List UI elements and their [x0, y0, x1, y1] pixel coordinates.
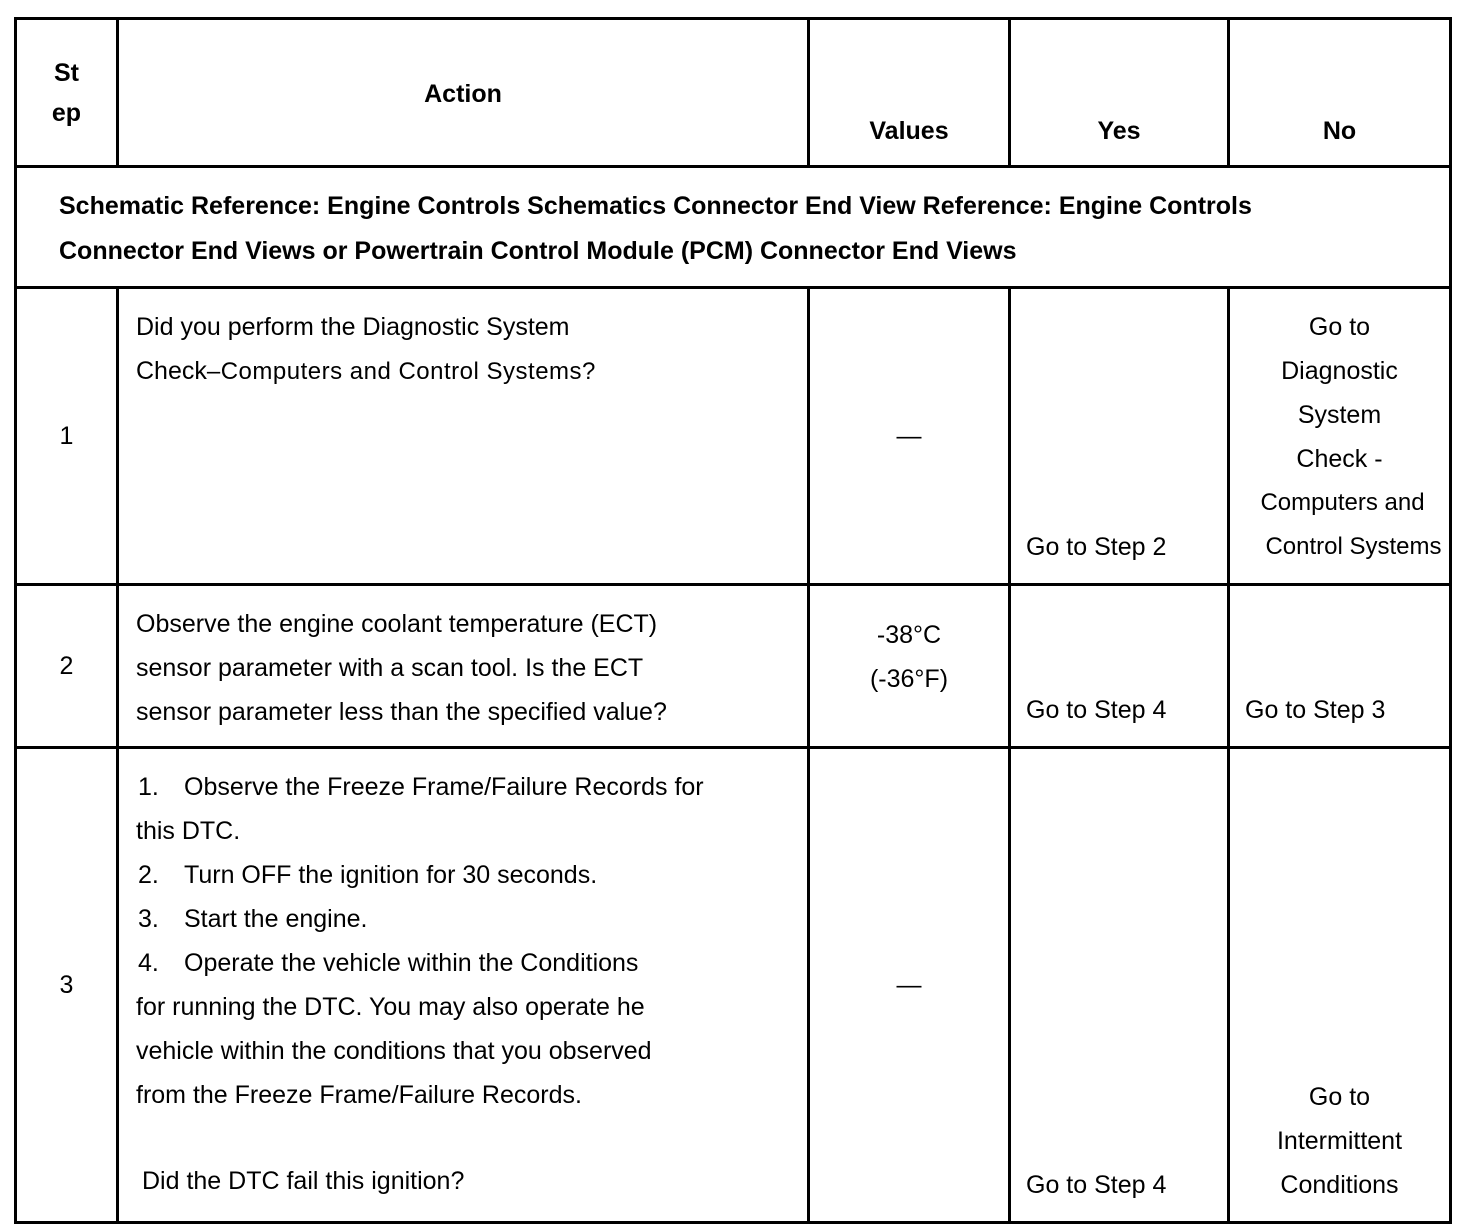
step-number: 2 [16, 585, 118, 748]
table-row [16, 748, 1451, 1223]
item-number: 1. [138, 773, 159, 801]
header-step-line2: ep [51, 98, 82, 127]
header-values: Values [809, 19, 1010, 167]
schematic-reference [16, 167, 1451, 288]
no-line: Conditions [1280, 1171, 1399, 1199]
action-line: Observe the engine coolant temperature (ECT) [136, 610, 658, 638]
no-line: Go to [1308, 1083, 1371, 1111]
action-line [136, 349, 797, 394]
step-number: 3 [16, 748, 118, 1223]
item-text: Start the engine. [184, 905, 368, 933]
action-cell [118, 748, 809, 1223]
action-line: sensor parameter less than the specified value? [136, 698, 667, 726]
item-text: Turn OFF the ignition for 30 seconds. [184, 861, 598, 889]
header-row [16, 19, 1451, 167]
action-line: sensor parameter with a scan tool. Is the ECT [136, 654, 644, 682]
value-fahrenheit: (-36°F) [869, 665, 949, 693]
item-text-cont: vehicle within the conditions that you observed [136, 1037, 652, 1065]
item-text-cont: for running the DTC. You may also operate he [136, 993, 645, 1021]
no-line: Intermittent [1276, 1127, 1403, 1155]
item-number: 3. [138, 905, 159, 933]
no-link[interactable]: Go to Step 3 [1229, 585, 1451, 748]
no-line: Check - [1296, 445, 1383, 473]
no-line: System [1297, 401, 1382, 429]
action-text: Check [136, 357, 207, 385]
values-cell: — [809, 288, 1010, 585]
header-step [16, 19, 118, 167]
item-number: 2. [138, 861, 159, 889]
schematic-line2: Connector End Views or Powertrain Control Module (PCM) Connector End Views [59, 237, 1017, 265]
values-cell [809, 585, 1010, 748]
step-number: 1 [16, 288, 118, 585]
header-no: No [1229, 19, 1451, 167]
table-row [16, 288, 1451, 585]
no-line: Control Systems [1265, 533, 1442, 560]
no-line: Go to [1308, 313, 1371, 341]
yes-link[interactable]: Go to Step 4 [1010, 748, 1229, 1223]
spacer [136, 1117, 797, 1159]
instruction-list [136, 765, 797, 1117]
question-text: Did the DTC fail this ignition? [142, 1167, 465, 1195]
item-number: 4. [138, 949, 159, 977]
action-line: Did you perform the Diagnostic System [136, 313, 570, 341]
no-line: Diagnostic [1281, 357, 1398, 385]
diagnostic-table [14, 17, 1452, 1224]
table-row [16, 585, 1451, 748]
no-link[interactable] [1229, 288, 1451, 585]
list-item [136, 853, 797, 897]
item-text: Operate the vehicle within the Conditions [184, 949, 639, 977]
header-step-line1: St [54, 58, 79, 87]
item-text-cont: from the Freeze Frame/Failure Records. [136, 1081, 582, 1109]
schematic-line1: Schematic Reference: Engine Controls Schematics Connector End View Reference: Engine Controls [59, 192, 1252, 220]
schematic-row [16, 167, 1451, 288]
header-yes: Yes [1010, 19, 1229, 167]
action-cell [118, 288, 809, 585]
value-celsius: -38°C [876, 621, 942, 649]
action-cell [118, 585, 809, 748]
link-computers-control-systems[interactable]: –Computers and Control Systems? [206, 358, 596, 385]
item-text: Observe the Freeze Frame/Failure Records for [184, 773, 704, 801]
yes-link[interactable]: Go to Step 4 [1010, 585, 1229, 748]
no-link[interactable] [1229, 748, 1451, 1223]
values-cell: — [809, 748, 1010, 1223]
yes-link[interactable]: Go to Step 2 [1010, 288, 1229, 585]
item-text-cont: this DTC. [136, 817, 241, 845]
no-line: Computers and [1260, 489, 1425, 516]
list-item [136, 941, 797, 1117]
header-action: Action [118, 19, 809, 167]
list-item [136, 765, 797, 853]
list-item [136, 897, 797, 941]
